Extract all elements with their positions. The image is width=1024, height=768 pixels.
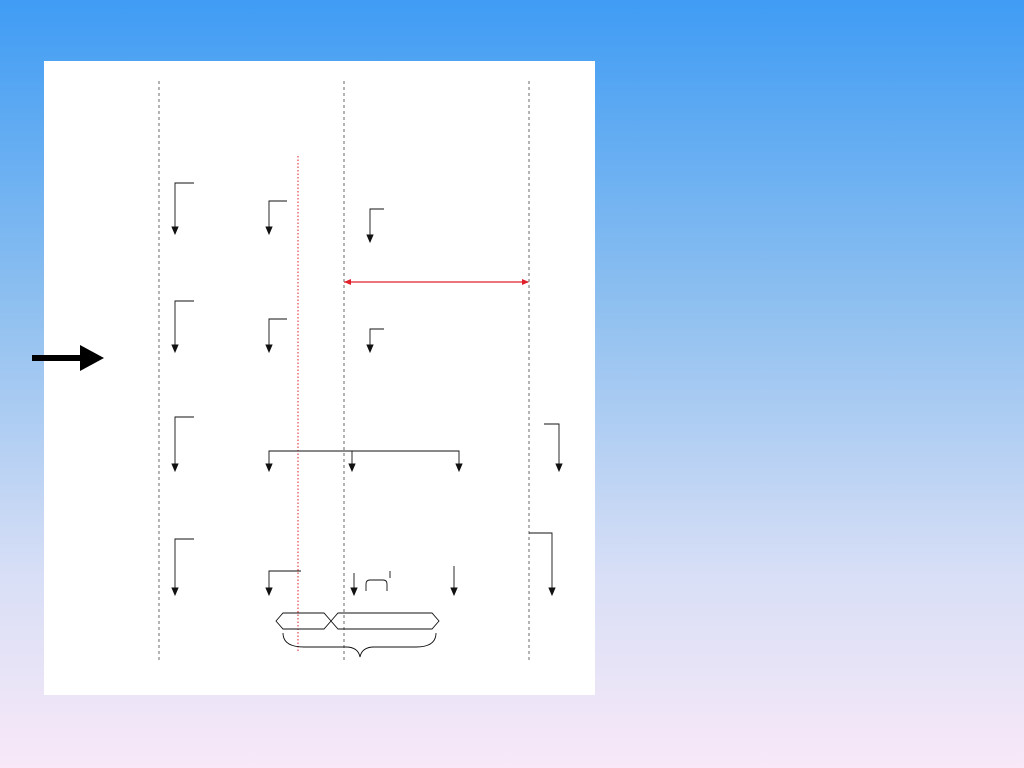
timing-diagram: [44, 61, 595, 695]
section-a: [172, 183, 384, 242]
machinecyclus-arrow: [344, 279, 529, 285]
timing-diagram-svg: [44, 61, 595, 695]
guide-lines: [159, 81, 529, 661]
pointer-arrow-icon: [32, 345, 104, 376]
section-b: [172, 301, 384, 352]
section-c: [172, 417, 562, 471]
section-d: [172, 533, 555, 657]
